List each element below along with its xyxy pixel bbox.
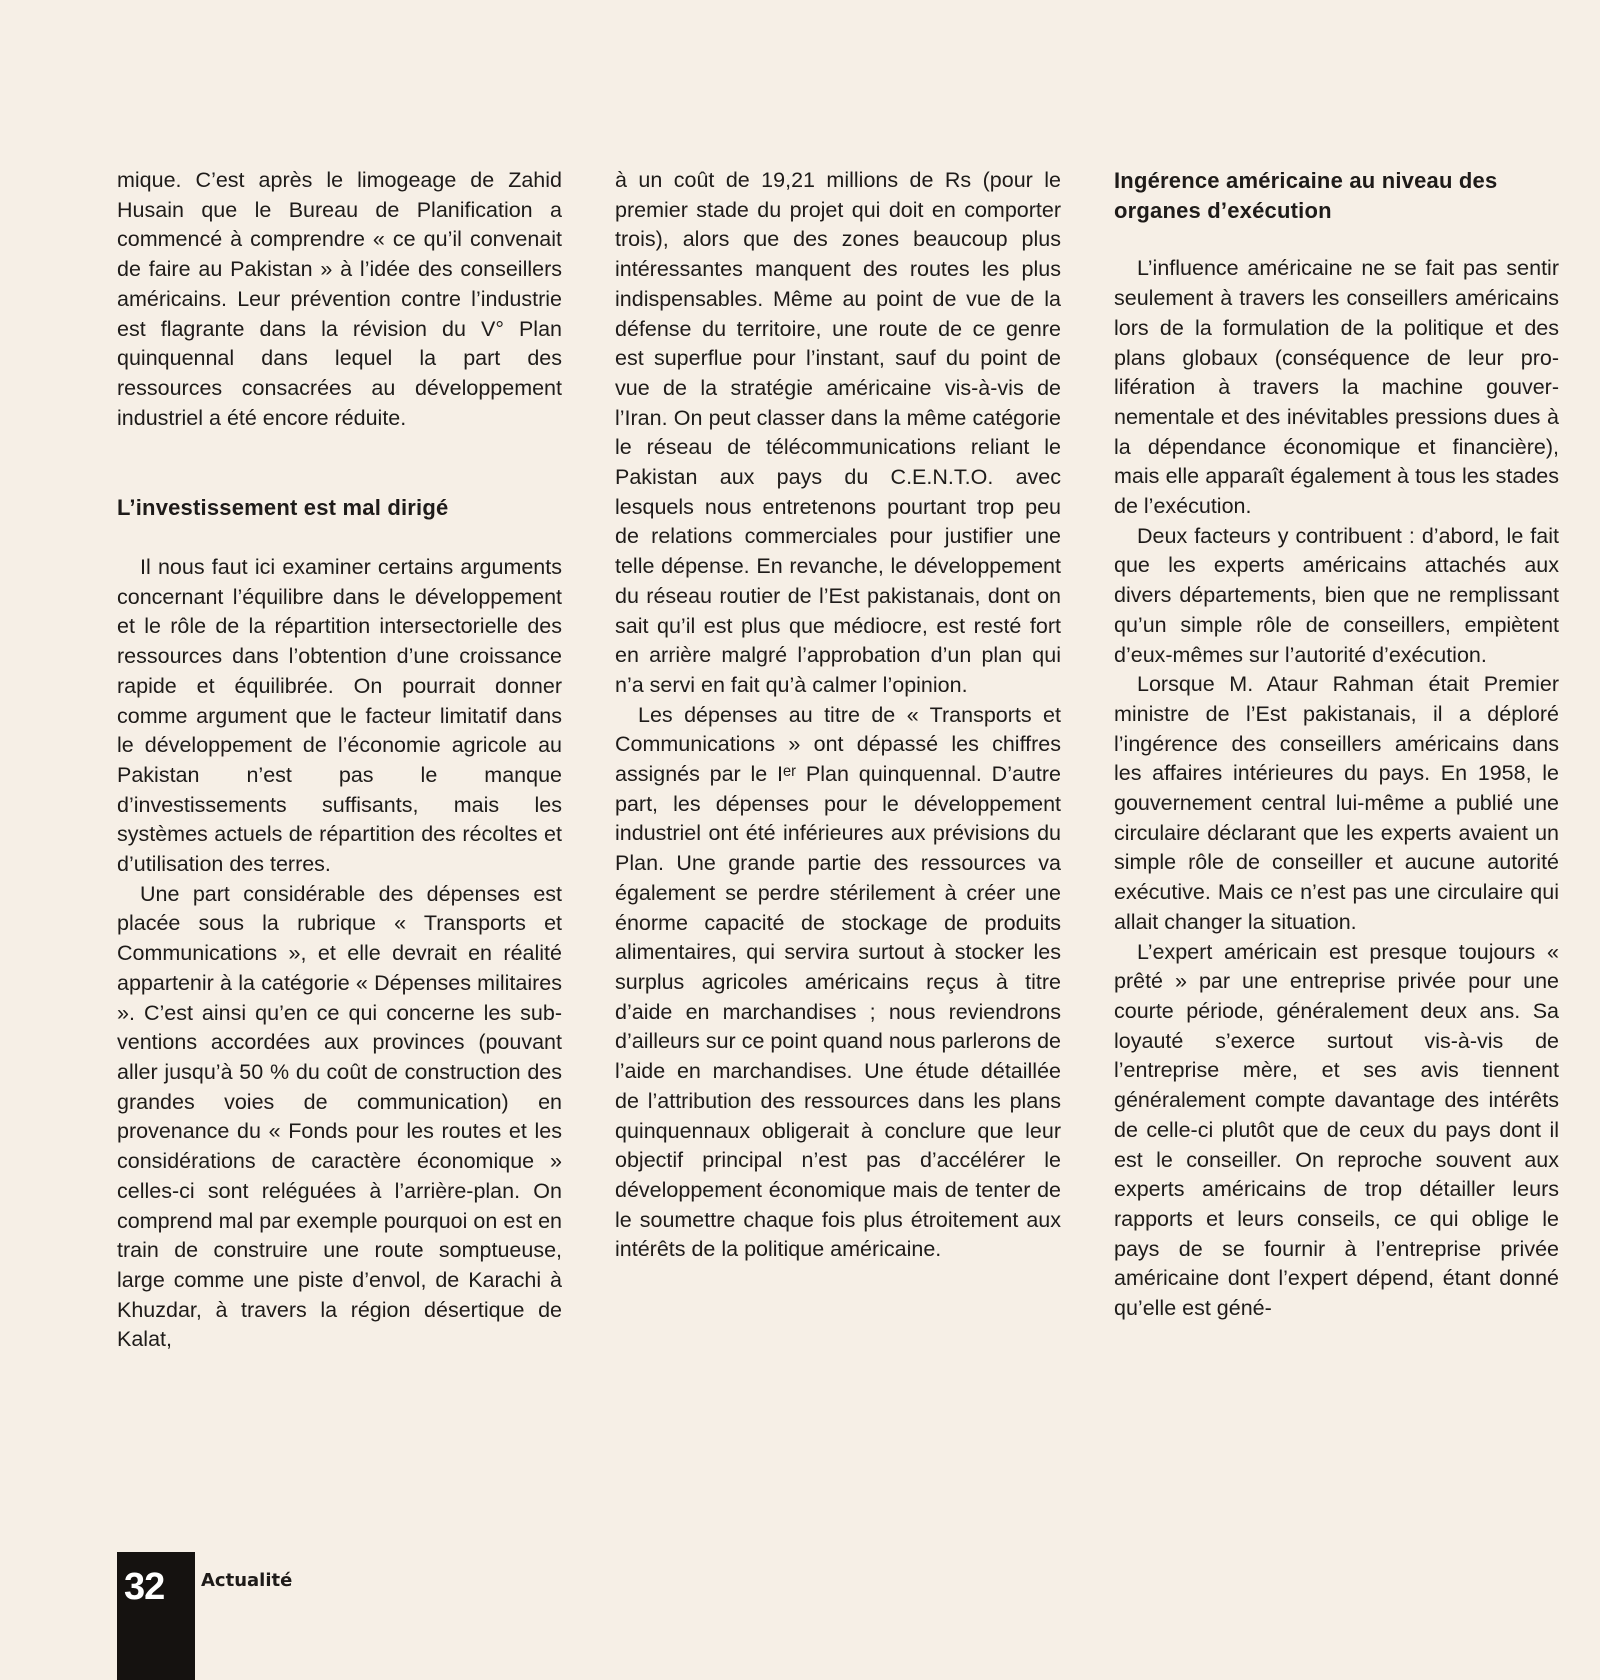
paragraph: L’expert américain est presque toujours « prêté » par une entreprise privée pour une courte période, généralement deux ans. Sa loyauté s’exerce surtout vis-à-vis de l’entreprise mère, et ses avis tiennent généralement compte davantage des intérêts de celle-ci plutôt que de ceux du pays dont il est le conseiller. On reproche souvent aux experts américains de trop détailler leurs rapports et leurs conseils, ce qui oblige le pays de se fournir à l’entreprise privée américaine dont l’expert dépend, étant donné qu’elle est géné- <box>1114 939 1559 1321</box>
paragraph: mique. C’est après le limogeage de Zahid Husain que le Bureau de Planification a commencé à comprendre « ce qu’il convenait de faire au Pakistan » à l’idée des conseillers américains. Leur prévention contre l’industrie est flagrante dans la révision du V° Plan quinquennal dans lequel la part des ressources consacrées au développement industriel a été encore réduite. <box>117 168 562 430</box>
column-2 <box>615 166 1061 1265</box>
paragraph: Une part considérable des dépenses est placée sous la rubrique « Transports et Communications », et elle devrait en réalité appartenir à la catégorie « Dépenses militaires ». C’est ainsi qu’en ce qui concerne les subventions accordées aux provinces (pouvant aller jusqu’à 50 % du coût de construction des grandes voies de communication) en provenance du « Fonds pour les routes et les considérations de caractère économique » celles-ci sont reléguées à l’arrière-plan. On comprend mal par exemple pourquoi on est en train de construire une route somptueuse, large comme une piste d’envol, de Karachi à Khuzdar, à travers la région désertique de Kalat, <box>117 881 562 1352</box>
column-3 <box>1114 166 1559 1324</box>
section-heading: L’investissement est mal dirigé <box>117 495 449 521</box>
paragraph: à un coût de 19,21 millions de Rs (pour le premier stade du projet qui doit en comporter trois), alors que des zones beaucoup plus intéressantes manquent des routes les plus indispensables. Même au point de vue de la défense du territoire, une route de ce genre est superflue pour l’instant, sauf du point de vue de la stratégie américaine vis-à-vis de l’Iran. On peut classer dans la même catégorie le réseau de télécommunications reliant le Pakistan aux pays du C.E.N.T.O. avec lesquels nous entretenons pourtant trop peu de relations commerciales pour justifier une telle dépense. En revanche, le développement du réseau routier de l’Est pakistanais, dont on sait qu’il est plus que médiocre, est resté fort en arrière malgré l’approbation d’un plan qui n’a servi en fait qu’à calmer l’opinion. <box>615 168 1061 697</box>
paragraph: Lorsque M. Ataur Rahman était Premier ministre de l’Est pakistanais, il a déploré l’ingérence des conseillers américains dans les affaires intérieures du pays. En 1958, le gouvernement central lui-même a publié une circulaire déclarant que les experts avaient un simple rôle de conseiller et aucune autorité exécutive. Mais ce n’est pas une circulaire qui allait changer la situation. <box>1114 672 1559 934</box>
section-heading: Ingérence américaine au niveau des organes d’exécution <box>1114 168 1498 223</box>
page-number: 32 <box>124 1566 165 1608</box>
paragraph: Deux facteurs y contribuent : d’abord, le fait que les experts américains attachés aux divers départements, bien que ne remplissant qu’un simple rôle de conseillers, empiètent d’eux-mêmes sur l’autorité d’exécution. <box>1114 523 1559 667</box>
section-label: Actualité <box>201 1570 293 1591</box>
paragraph: Il nous faut ici examiner certains arguments concernant l’équilibre dans le développement et le rôle de la répartition intersectorielle des ressources dans l’obtention d’une croissance rapide et équilibrée. On pourrait donner comme argument que le facteur limitatif dans le développement de l’économie agricole au Pakistan n’est pas le manque d’investissements suffisants, mais les systèmes actuels de répartition des récoltes et d’utilisation des terres. <box>117 555 562 877</box>
paragraph: Les dépenses au titre de « Transports et Communications » ont dépassé les chiffres assignés par le Iᵉʳ Plan quinquennal. D’autre part, les dépenses pour le développement industriel ont été inférieures aux prévisions du Plan. Une grande partie des ressources va également se perdre stérilement à créer une énorme capacité de stockage de produits alimentaires, qui servira surtout à stocker les surplus agricoles américains reçus à titre d’aide en marchandises ; nous reviendrons d’ailleurs sur ce point quand nous parlerons de l’aide en marchandises. Une étude détaillée de l’attribution des ressources dans les plans quinquennaux obligerait à conclure que leur objectif principal n’est pas d’accélérer le développement économique mais de tenter de le soumettre chaque fois plus étroitement aux intérêts de la politique américaine. <box>615 702 1061 1262</box>
paragraph: L’influence américaine ne se fait pas sentir seulement à travers les conseillers américains lors de la formulation de la politique et des plans globaux (conséquence de leur prolifération à travers la machine gouvernementale et des inévitables pressions dues à la dépendance économique et financière), mais elle apparaît également à tous les stades de l’exécution. <box>1114 256 1559 519</box>
column-1 <box>117 166 562 1355</box>
